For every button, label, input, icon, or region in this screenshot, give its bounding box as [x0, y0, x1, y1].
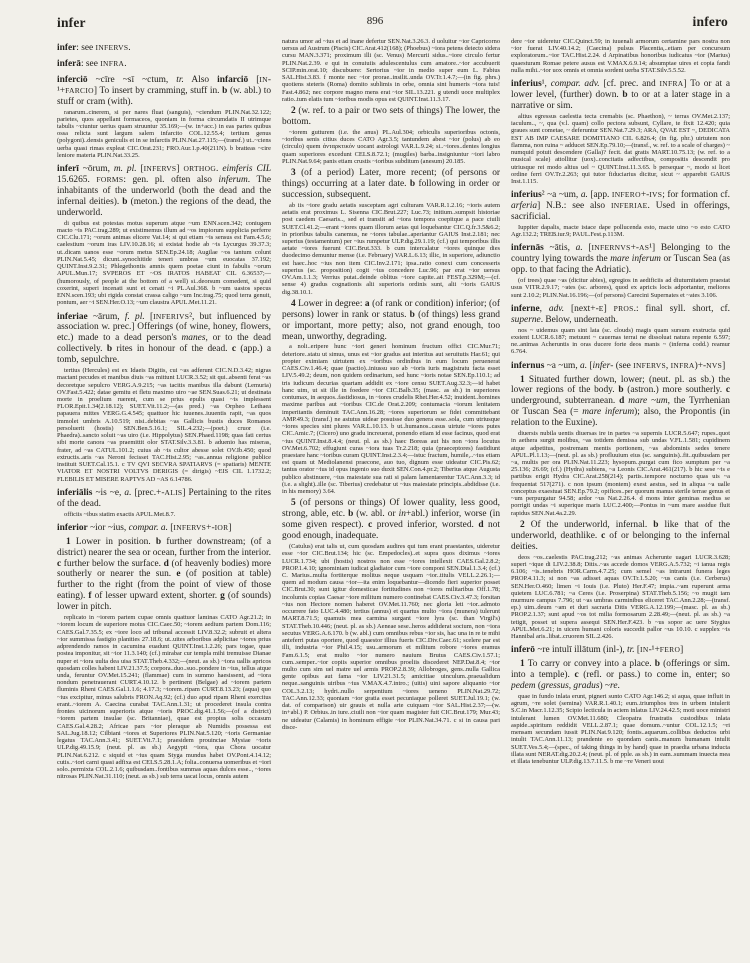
entry-paragraph: inferne, adv. [next+-E] PROS.: final syll. short, cf. superne. Below, underneath. [511, 303, 730, 325]
citation-block: diuersis nubila uentis diuersas ire in partes ~a supernis LUCR.5.647; rupes..quot in aethera surgit molibus, ~as totidem demissa sub undas V.FL.1.581; cupidinem atque adpetitus, postremam mentis portionem, ~as abdominis sedes tenere APUL.Pl.1.13;—(neut. pl. as sb.) profluuium eius (sc. sanguinis)..fit..quibusdam per ~a, multis per ora PLIN.Nat.11.223; hysopum..purgat cum fico sumptum per ~a 25.136; 26.69; (cf.) (Hydra) subiens, ~a Leonis CIC.Arat.461(217). b hic sese ~is e partibus erigit Hydra CIC.Arat.258(214); partis..tempore nocturno quas uis ~a frequentat 517(271). c non ipsum (montem) exest aestus, sed in aliqua ~a ualle conceptus exaestuat SEN.Ep.79.2; opifices..per quorum manus sterile terrae genus et ~um perpurgatur 94.58; ardor ~us Nat.2.26.4. d mons inter geminas medius se porrigit undas ~i superique maris LUC.2.400;—Pontus in ~um mare assidue fluit rapidus SEN.Nat.4a.2.29. [511, 430, 730, 517]
entry-paragraph: inferiālis ~is ~e, a. [prec.+-ALIS] Pertaining to the rites of the dead. [57, 487, 272, 509]
page-number: 896 [366, 15, 384, 27]
column-left [57, 38, 271, 957]
citation-block: replicato in ~iorem partem cupae omnis quattuor laminas CATO Agr.21.2; in ~iorem locum de superiore motus CIC.Caec.50; ~iorem aedium partem Dom.116; CAES.Gal.7.35.5; ex ~iore loco ad tribunal accessit LIV.8.32.2; subruit et altera ~ior summissa fastigio planities 27.18.6; ut..uites arboribus adplicitae ~iores prius adprendendo ramos in cacumina euadunt QUINT.Inst.1.2.26; pars togae, quae postea imponitur, sit ~ior 11.3.140; (cf.) mirabar cur templa mihi tremuisse Dianae nuper et ~iora uulta dea uisa STAT.Theb.4.332;—(neut. as sb.) ~iora uallis apricos quosdam colles habent LIV.21.37.5; corpora..duo..suo..pondere in ~ius, tellus atque unda, feruntur OV.Met.15.241; (flammae) cum in summo haesissent, ad ~iora nondum penetrauerant CURT.4.10.12. b pertinent (Belgae) ad ~iorem partem fluminis Rheni CAES.Gal.1.1.6; 4.17.3; ~iorem..ripam CURT.8.13.23; (aqua) quo ~ius excipitur, minus salubris FRON.Aq.92; (cf.) duo apud ripam Rheni exercitus erant..~iorem A. Caecina curabat TAC.Ann.1.31; ut procederet insula contra frontes uicinorum superioris atque ~ioris PROC.dig.41.1.56;—(of a district) ~iorem partem insulae (sc. Britanniae), quae est propius solis occasum CAES.Gal.4.28.2; Africae pars ~ior pleraque ab Numidis possessa est SAL.Jug.18.12; Cilbiani ~iores et Superiores PLIN.Nat.5.120; ~ioris Germaniae legatus TAC.Ann.3.41; SUET.Vit.7.1; praesidem prouinciae Mysiae ~ioris ULP.dig.49.15.9; (neut. pl. as sb.) Aegypti ~iora, qua Chora uocatur PLIN.Nat.6.212. c siquid et ~ius quam Styga mundus habet OV.Pont.4.14.12; cutis..~iori carni quasi adfixa est CELS.5.28.1.A; folia..conuersa uomeribus et ~iori solo..permixta COL.2.1.6; quibusdam..fontibus summas aquas dulces esse.., ~iores nitrosas PLIN.Nat.31.110; (neut. as sb.) sub terra uacat locus, omnis autem [57, 614, 272, 781]
citation-block: nos ~ uidemus quam sint lata (sc. clouds) magis quam sursum exstructa quid exstent LUCR.6.187; metuunt ~ cauernas terrai ne dissoluat natura repente 6.597; ne..animas Acheruntis in oras ducere forte deos manis ~ (inferna codd.) reamur 6.764. [511, 326, 730, 356]
page-header [0, 0, 750, 32]
entry-paragraph: infernus ~a ~um, a. [infer- (see INFERVS, INFRA)+-NVS] [511, 360, 726, 371]
citation-block: dere ~ior uideretur CIC.Quinct.59; in iuuenali armorum certamine pars nostra non ~ior fuerat LIV.40.14.2; (Caecina) pulsus Placentia,..etiam per concursum exploratorum..~ior TAC.Hist.2.24. d Arpinatibus honoribus iudicatus ~ior (Marius) quaesturam Romae petere ausus est V.MAX.6.9.14; absumptae uires et copia fandi nulla mihi..~ior uox omnis et omnia sordent uerba STAT.Silv.5.5.52. [511, 38, 730, 74]
citation-block: (Catulus) erat talis ut, cum quosdam audires qui tum erant praestantes, uideretur esse ~ior CIC.Brut.134; hic (sc. Empedocles)..et supra quos diximus ~iores LUCR.1.734; ubi (hostis) nostros non esse ~iores intellexit CAES.Gal.2.8.2; PROP.1.4.10; ignominiam iudicat gladiator cum ~iore componi SEN.Dial.1.3.4; (cf.) C. Marius..multa fortiterque molitus neque usquam ~ior..titulis VELL.2.26.1;—quem ad modum causa ~ior—ita enim loquebantur—dicendo fieri superior posset CIC.Brut.30; sunt igitur domesticae fortitudines non ~iores militaribus Off.1.78; incolumis copias Caesar ~iore militum numero continebat CAES.Civ.3.47.3; forsitan ~ius non Hectore nomen haberet OV.Met.11.760; nec gloria leti ~ior..admoto occurrere fato LUC.4.480; tertius (annus) et quartus multo ~iora (munera) tulerunt MART.8.71.5; quamuis mea carmina surgant ~iore lyra (sc. than Virgil's) STAT.Theb.10.446; (neut. pl. as sb.) Aeneae sese..heros addiderat socium, non ~iora secutus VERG.A.6.170. b (w. abl.) cum omnibus rebus ~ior sis, hac una in re te mihi anteferri putas oportere, quod quaestor illius fueris CIC.Div.Caec.61; scelere par est illi, industria ~ior Phil.4.15; usu..armorum et militum robore ~iores eramus Fam.6.1.5; erat multo ~ior numero nauium Brutus CAES.Civ.1.57.1; cum..semper..~ior copiis superior omnibus proeliis discederet NEP.Dat.8.4; ~ior multo cum sim uel matre uel armis PROP.2.8.39; Allobroges, gens..nulla Gallica gente opibus aut fama ~ior LIV.21.31.5; amicitiae uinculum..praeualidum neque..sanguinis uiribus ~ius V.MAX.4.7.intro.; (uitis) uini sapore aliquanto ~ior COL.3.2.13; hydri..nullo serpentium ~iores ueneno PLIN.Nat.29.72; TAC.Ann.12.33; quoniam ~ior gratia esset pecuniaque polleret SUET.Jul.19.1; (w. dat. of comparison) uir grauis et nulla arte cuiquam ~ior SAL.Hist.2.37;—(w. in+abl.) P. Orbius..in iure..ciuili non ~ior quam magister fuit CIC.Brut.179; Mur.43; ne uideatur (Calamis) in hominum effigie ~ior PLIN.Nat.34.71. c si in causa pari disce- [282, 543, 501, 731]
citation-block: altius egressus caelestia tecta cremabis (sc. Phaethon), ~ terras OV.Met.2.137; iaculum.., ~, qua (v.l. quam) collo pectora subsunt, Cyllare, te fixit 12.420; quia graues sunt cometae, ~ deferuntur SEN.Nat.7.29.3; ARA, QVAE EST ~, DEDICATA EST AB IMP CAESARE DOMITIANO CIL 6.826.4; (in fig. phr.) uirtutem non flamma, non ruina ~ adducet SEN.Ep.79.10;—(transf., w. ref. to a scale of charges) ~ numquid potuit descendere (Galla)? fecit. dat gratis MART.10.75.13; (w. ref. to a musical scale) attollitur (uox)..concitatis adfectibus, compositis descendit pro utriusque rei modo altius uel ~ QUINT.Inst.11.3.65. b persequar ~, modo si licet ordine ferri OV.Tr.2.263; qui tutor fiduciarius dicitur, sicut ~ apparebit GAIUS Inst.1.115. [511, 112, 730, 185]
sense-paragraph: 1 Situated further down, lower; (neut. pl. as sb.) the lower regions of the body. b (astron.) more southerly. c underground, subterranean. d mare ~um, the Tyrrhenian or Tuscan Sea (= mare inferum); also, the Propontis (in relation to the Euxine). [511, 374, 730, 429]
citation-block: ranarum..cinerem, si per nares fluat (sanguis), ~ciendum PLIN.Nat.32.122; parietes, quos appellant formaceos, quoniam in forma circumdatis II utrimque tabulis ~ciuntur uerius quam struuntur 35.169;—(w. in+acc.) in eas partes quibus ossa relicta sunt largum salem infarcito COL.12.55.4; tertium genus (polygoni)..densis geniculis et in se infarctis PLIN.Nat.27.115;—(transf.) ut..~ciens uerba quasi rimas expleat CIC.Orat.231; FRO.Aur.1.p.40(211N). b bratteas ~cire leniore materia PLIN.Nat.33.25. [57, 108, 272, 159]
entry-paragraph: inferior ~ior ~ius, compar. a. [INFERVS+-IOR] [57, 522, 232, 533]
citation-block: Iuppiter dapalis, macte istace dape pollucenda esto, macte uino ~o esto CATO Agr.132.2; TREB.iur.9; PAUL.Fest.p.113M. [511, 223, 730, 239]
running-head-left: infer [57, 15, 86, 30]
entry-paragraph: inferā: see INFRA. [57, 58, 127, 69]
sense-paragraph: 1 Lower in position. b further downstream; (of a district) nearer the sea or ocean, further from the interior. c further below the surface. d (of heavenly bodies) more southerly or nearer the sun. e (of position at table) further to the right (from the point of view of those eating). f of lesser upward extent, shorter. g (of sounds) lower in pitch. [57, 536, 272, 613]
entry-paragraph: inferciō ~cīre ~sī ~ctum, tr. Also infarciō [IN-¹+FARCIO] To insert by cramming, stuff in. b (w. abl.) to stuff or cram (with). [57, 74, 272, 107]
citation-block: di quibus est potestas motus superum atque ~um ENN.scen.342; coniugem macto ~is PAC.trag.289; ut existimemus illum ad ~os impiorum supplicia perferre CIC.Clu.171; ~orum animas elicere Vat.14; si qui etiam ~is sensus est Fam.4.5.6; caelestium ~orum iras LIV.10.28.16; si existat hodie ab ~is Lycurgus 39.37.3; ut..dicam uanos esse ~orum metus SEN.Ep.24.18; Augilae ~os tantum colunt PLIN.Nat.5.45; dicunt..synochitide teneri umbras ~um euocatas 37.192; QUINT.Inst.9.2.31; Phlegethontis amnis quem poetae ciunt in fabulis ~orum APUL.Mun.17; SVPEROS ET ~OS IRATOS HABEAT CIL 6.36537;—(humorously, of people at the bottom of a well) si..deorsum comedent, si quid coxerint, superi incenati sunt et cenati ~i PL.Aul.368. b ~um uastos specus ENN.scen.193; ubi rigida constat crassa caligo ~um Inc.trag.75; quod terra genuit, pontum, aer ~i SEN.Her.O.13; ~um claustra APUL.Met.11.21. [57, 219, 272, 307]
citation-block: officiis ~ibus statim exactis APUL.Met.8.7. [64, 510, 176, 518]
citation-block: a noli..eripere hunc ~iori generi hominum fructum offici CIC.Mur.71; deteriore..statu ut simus, unus est ~ior gradus aut interitus aut seruitutis Har.61; qui propter eximiam uirtutem ex ~ioribus ordinibus in eum locum peruenerat CAES.Civ.1.46.4; quae (pactio)..iniussu suo ab ~ioris iuris magistratu facta esset LIV.5.49.2; deum, non quidem ordinarium, sed hunc ~ioris notae SEN.Ep.110.1; ad tris iudicum decurias quartam addidit ex ~iore censu SUET.Aug.32.3;—id habet hanc uim, ut sit ille in foedere ~ior CIC.Balb.35; (masc. as sb.) in superiores contumax, in aequos..fastidiosus, in ~iores crudelis Rhet.Her.4.52; inuident..homines maxime paribus aut ~ioribus CIC.de Orat.2.209; contumacia ~iorum lenitatem imperitantis deminuit TAC.Ann.16.28; ~iores superiorum se fidei committebant AMP.49.3; (transf.) ne astutus uidear posuisse duo genera esse..sola, cum utriusque ~iores species sint plures VAR.L.10.13. b ut..humanos..casus uirtute ~iores putes CIC.Amic.7; (Cicero) uno gradu increuerat, ponendo etiam id esse facinus, quod erat ~ius QUINT.Inst.8.4.4; (neut. pl. as sb.) haec Boreas aut his non ~iora locutus OV.Met.6.702; effugiunt curas ~iora tuas Tr.2.218; quia (praeceptores) fastidiunt praestare hanc ~ioribus curam QUINT.Inst.2.3.4;—istuc fractum, humile,..~ius etiam est quam ut Mediolanensi praecone, auo tuo, dignum esse uideatur CIC.Pis.62; tantus orator ~ius id opus ingenio suo duxit SEN.Con.4.pr.2; Tiberius atque Augusta publico abstinuere, ~ius maiestate sua rati si palam lamentarentur TAC.Ann.3.3; id (i.e. a slight)..ille (sc. Tiberius) credebatur ut ~ius maiestate principis..abdidisse (i.e. in his memory) 3.64. [282, 343, 501, 496]
running-head-right: infero [692, 14, 728, 29]
column-right [511, 38, 730, 957]
text-columns [0, 32, 750, 957]
citation-block: (of trees) quae ~as (dicitur abies), egregios in aedificiis ad diuturnitatem praestat usus VITR.2.9.17; ~ates (sc. arbores), quod ex apricis locis adportantur, meliores sunt 2.10.2; PLIN.Nat.16.196;—(of persons) Carecini Supernates et ~ates 3.106. [511, 277, 730, 299]
citation-block: natura umor ad ~ius et ad inane defertur SEN.Nat.3.26.3. d uoluitur ~ior Capricorno uersus ad Austrum (Piscis) CIC.Arat.412(168); (Phoebus) ~iora petens deiecto sidera cursu MAN.3.371; proximum illi (sc. Venus) Mercurii sidus..~iore circulo fertur PLIN.Nat.2.39. e qui in conuiuiis adulescentulus cum amatore..~ior accubuerit SCIP.min.orat.10; discubuere: Sertorius ~ior in medio super eum L. Fabius SAL.Hist.3.83. f monte nec ~ior prorae..insilit..unda OV.Tr.1.4.7;—(in fig. phrs.) quotiens steteris (Roma) domito sublimis in orbe, omnia sint humeris ~iora tuis! Fast.4.862; nec corpore magno mens erat ~ior SIL.13.221. g utendi uoce multiplex ratio..tum elatis tum ~ioribus modis opus est QUINT.Inst.11.3.17. [282, 38, 501, 103]
entry-paragraph: inferius¹, compar. adv. [cf. prec. and INFRA] To or at a lower level, (further) down. b to or at a later stage in a narrative or sim. [511, 79, 730, 111]
column-middle [282, 38, 500, 957]
citation-block: ~iorem gutturem (i.e. the anus) PL.Aul.304; orbiculis superioribus octonis, ~ioribus senis citius duces CATO Agr.3.5; tantundem abest ~ior (polus) ab eo (circulo) quem ἀνταρκτικόν uocant astrologi VAR.L.9.24; si..~iores..dentes longius quam superiores excedunt CELS.8.72.1; (mugiles) barba..insigniuntur ~iori labro PLIN.Nat.9.64; panis etiam crustis ~ioribus subditum (anesum) 20.185. [282, 128, 501, 165]
sense-paragraph: 2 (w. ref. to a pair or two sets of things) The lower, the bottom. [282, 106, 501, 128]
sense-paragraph: 1 To carry or convey into a place. b (offerings or sim. into a temple). c (refl. or pass.) to come in, enter; so pedem (gressus, gradus) ~re. [511, 659, 730, 692]
entry-paragraph: inferī ~ōrum, m. pl. [INFERVS] ORTHOG. eimferis CIL 15.6265. FORMS: gen. pl. often also inferum. The inhabitants of the underworld (both the dead and the infernal deities). b (meton.) the regions of the dead, the underworld. [57, 164, 272, 218]
sense-paragraph: 3 (of a period) Later, more recent; (of persons or things) occurring at a later date. b following in order or succession, subsequent. [282, 168, 501, 200]
entry-paragraph: inferius² ~a ~um, a. [app. INFERO+-IVS; for formation cf. arferia] N.B.: see also INFERIAE. Used in offerings, sacrificial. [511, 190, 730, 223]
citation-block: tertius (Hercules) est ex Idaeis Digitis, cui ~as adferunt CIC.N.D.3.42; nigras mactant pecudes et manibus diuis ~as mittunt LUCR.3.52; sit qui..absenti ferat ~as decoretque sepulcro VERG.A.9.215; ~as tacitis manibus illa dabunt (Lemuria) OV.Fast.5.422; datae gemitu et fletu maximo uiro ~ae SEN.Suas.6.21; ut destinata morte in proelium ruerent, cum se prius epulis quasi ~is implessent FLOR.Epit.1.34(2.18.12); SUET.Vit.11.2;—(as pred.) ~as Orpheo Lethaea papauera mittes VERG.G.4.545; quattuor hic iuuenes..iuuentis rapit, ~as quos immolet umbris A.10.519; nisi..debitas ~as Gallicis bustis duces Romanos persoluerit (hostis) SEN.Ben.5.16.1; SIL.4.232;—(poet.) cruor (i.e. Phaedra)..sancto soluit ~as uiro (i.e. Hippolytus) SEN.Phaed.1198; quas fati certus sibi morte canora ~as praemittit olor STAT.Silv.3.3.81. b aduenio has miseras, frater, ad ~as CATUL.101.2; cuius ab ~is cultor abesse solet OV.Ib.450; quod extructis..aris ~as Neroni fecisset TAC.Hist.2.95; ~as..annua religione publice instituit SUET.Cal.15.1. c TV QVI SECVRA SPATIARVS (= spatiaris) MENTE VIATOR ET NOSTRI VOLTVS DERIGIS (= dirigis) ~EIS CIL 1.1732.2; FLEBILIS ET MISERE RAPTVS AD ~AS 6.14786. [57, 367, 272, 483]
citation-block: ab iis ~iore gradu aetatis susceptam agri culturam VAR.R.1.2.16; ~ioris autem aetatis erat proximus L. Sisenna CIC.Brut.227; Luc.73; initium..sumpsit historiae post caedem Caesaris.., sed et transiit ad ~iora tempora coepitque a pace ciuili SUET.Cl.41.2;—erant ~iores quam illorum aetas qui loquebantur CIC.Q.fr.3.5&6.2; in prioribus tabulis canemus, ne ~iores tabulae..aperiantur GAIUS Inst.2.181; nec superius (testamentum) per ~ius rumpetur ULP.dig.29.1.19; (cf.) qui temporibus illis aetate ~iores fuerunt CIC.Brut.333. b cum intercalatur ~iores quinque dies duodecimo demuntur mense (i.e. February) VAR.L.6.13; illic, in superiore, adiunctio est haec..hoc ~ius non item CIC.Inv.2.171; ipsa..ratio conexi cum concesseris superius (sc. proposition) cogit ~ius concedere Luc.96; par erat ~ior uersus OV.Am.1.1.3; Verrius putat..deinde oblitus ~iore capite..ait FEST.p.329M;—(cf. sense 4) gradus cognationis alii superioris ordinis sunt, alii ~ioris GAIUS dig.38.10.1. [282, 201, 501, 296]
citation-block: deos ~os..caelestis PAC.trag.212; ~as animas Acherunte uagari LUCR.3.628; superi ~ique di LIV.2.38.8; Ditis..~as accede domos VERG.A.5.732; ~i ianua regis 6.106; ~is..tenebris HOR.Carm.4.7.25; cum semel ~as intrarunt funera leges PROP.4.11.3; si non ~as adisset aquas OV.Tr.1.5.20; ~us canis (i.e. Cerberus) SEN.Her.O.460; limen ~i Iouis (i.e. Pluto) Her.F.47; impia..~am ruperunt arma quietem LUC.6.781; ~a Ceres (i.e. Proserpina) STAT.Theb.5.156; ~o mugit iam murmure campus 7.796; ut ~as umbras carminibus eliceret TAC.Ann.2.28;—(transf. ep.) uim..deum ~am et duri sacraria Ditis VERG.A.12.199;—(masc. pl. as sb.) PROP.2.1.37; sunt apud ~os tot milia formosarum 2.28.49;—(neut. pl. as sb.) ~a tetigit, posset ut supera assequi SEN.Her.F.423. b ~us sopor ac uere Stygius APUL.Met.6.21; in uicem humani coloris succedit pallor ~us 10.10. c supplex ~is Hannibal aris..libat..cruorem SIL.2.426. [511, 553, 730, 641]
citation-block: quae in fundo inlata erunt, pigneri sunto CATO Agr.146.2; si aqua, quae influit in agrum, ~re solet (semina) VAR.R.1.40.1; eum..triumphos tres in urbem intulerit S.C.in Macr.1.12.35; Scipio lecticula in aciem inlatus LIV.24.42.5; moti uoce ministri intulerant lumen OV.Met.11.680; Cleopatra frustratis custodibus inlata aspide..spiritum reddidit VELL.2.87.1; quae domum..~untur COL.12.1.5; ~ri mensam secundam iussit PLIN.Nat.9.120; fontis..aquarum..collibus deductos urbi intulit TAC.Ann.11.13; prandente eo quondam canis..manum humanam intulit SUET.Ves.5.4;—(spec., of taking things in by hand) quae in praedia urbana inducta illata sunt NERAT.dig.20.2.4; (neut. pl. of pple. as sb.) in eam..summam inuecta mea et illata tenebuntur ULP.dig.13.7.11.5. b me ~re Veneri uoui [511, 693, 730, 766]
sense-paragraph: 2 Of the underworld, infernal. b like that of the underworld, deathlike. c of or belonging to the infernal deities. [511, 519, 730, 552]
entry-paragraph: infer: see INFERVS. [57, 43, 131, 53]
sense-paragraph: 4 Lower in degree: a (of rank or condition) inferior; (of persons) lower in rank or status. b (of things) less grand or important, more petty; also, not grand enough, too mean, unworthy, degrading. [282, 298, 501, 342]
sense-paragraph: 5 (of persons or things) Of lower quality, less good, strong, able, etc. b (w. abl. or in+abl.) inferior, worse (in some given respect). c proved inferior, worsted. d not good enough, inadequate. [282, 498, 501, 542]
entry-paragraph: inferō ~re intulī illātum (inl-), tr. [IN-¹+FERO] [511, 645, 684, 656]
entry-paragraph: infernās ~ātis, a. [INFERNVS+-AS¹] Belonging to the country lying towards the mare inferum or Tuscan Sea (as opp. to that facing the Adriatic). [511, 243, 730, 276]
entry-paragraph: inferiae ~ārum, f. pl. [INFERIVS², but influenced by association w. prec.] Offerings (of wine, honey, flowers, etc.) made to a dead person's manes, or to the dead collectively. b rites in honour of the dead. c (app.) a tomb, sepulchre. [57, 311, 272, 366]
